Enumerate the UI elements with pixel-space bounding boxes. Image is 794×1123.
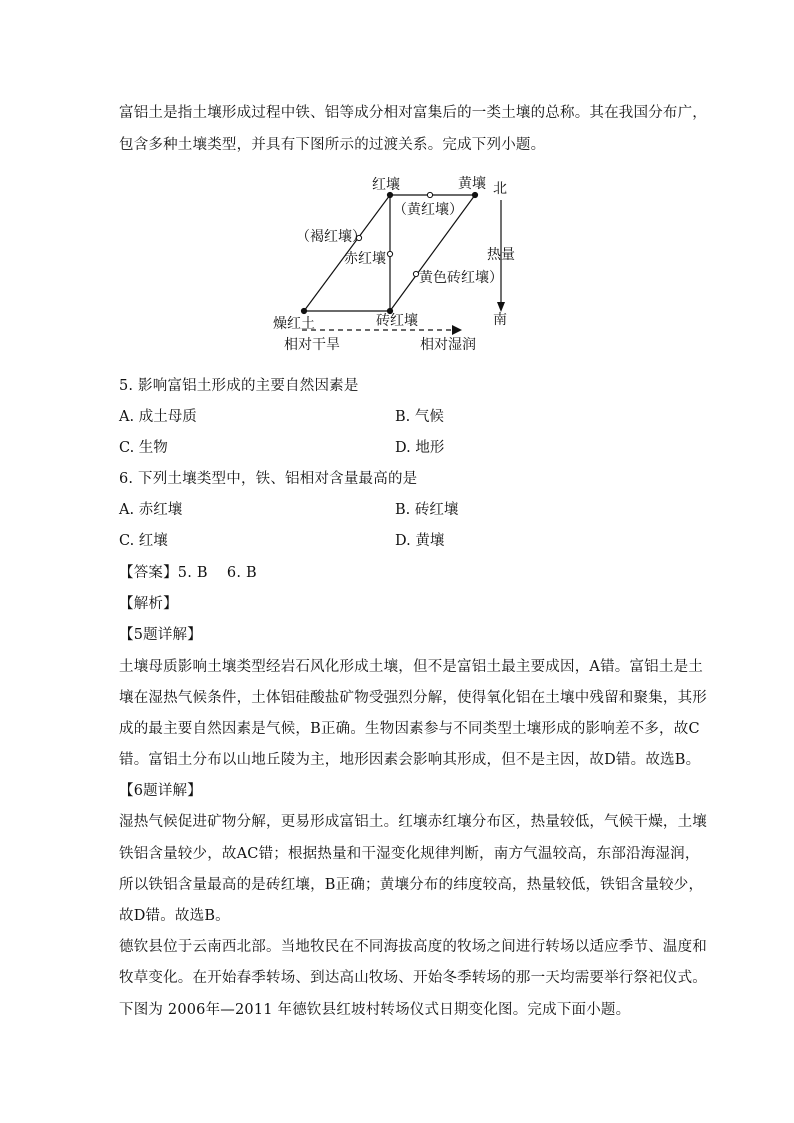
question-6-stem: 6. 下列土壤类型中，铁、铝相对含量最高的是	[119, 471, 418, 487]
label-hehongrang: （褐红壤）	[296, 229, 366, 245]
question-5-option-d: D. 地形	[395, 440, 445, 456]
analysis-heading: 【解析】	[119, 596, 178, 612]
next-passage-line-2: 牧草变化。在开始春季转场、到达高山牧场、开始冬季转场的那一天均需要举行祭祀仪式。	[119, 970, 707, 986]
question-6-option-a: A. 赤红壤	[119, 502, 183, 518]
q6-detail-line-1: 湿热气候促进矿物分解，更易形成富铝土。红壤赤红壤分布区，热量较低，气候干燥，土壤	[119, 814, 707, 830]
soil-transition-diagram	[0, 0, 794, 370]
intro-line-1: 富铝土是指土壤形成过程中铁、铝等成分相对富集后的一类土壤的总称。其在我国分布广，	[119, 105, 707, 121]
label-huanghongrang: （黄红壤）	[393, 202, 463, 218]
label-bei: 北	[493, 181, 507, 197]
label-nan: 南	[493, 312, 507, 328]
label-zaohongtu: 燥红土	[273, 316, 315, 332]
question-5-option-b: B. 气候	[395, 409, 444, 425]
label-hongrang: 红壤	[372, 177, 400, 193]
answer-line: 【答案】5. B 6. B	[119, 565, 257, 581]
label-reliang: 热量	[487, 247, 515, 263]
q6-detail-line-2: 铁铝含量较少，故AC错；根据热量和干湿变化规律判断，南方气温较高，东部沿海湿润，	[119, 846, 700, 862]
label-chihongrang: 赤红壤	[344, 251, 386, 267]
label-zhuanhongrang: 砖红壤	[376, 313, 418, 329]
q5-detail-heading: 【5题详解】	[119, 627, 202, 643]
q6-detail-heading: 【6题详解】	[119, 783, 202, 799]
next-passage-line-3: 下图为 2006年—2011 年德钦县红坡村转场仪式日期变化图。完成下面小题。	[119, 1002, 631, 1018]
question-6-option-b: B. 砖红壤	[395, 502, 459, 518]
q6-detail-line-4: 故D错。故选B。	[119, 908, 230, 924]
q6-detail-line-3: 所以铁铝含量最高的是砖红壤，B正确；黄壤分布的纬度较高，热量较低，铁铝含量较少，	[119, 877, 704, 893]
question-6-option-c: C. 红壤	[119, 533, 168, 549]
question-6-option-d: D. 黄壤	[395, 533, 445, 549]
label-xiangdui-ganhan: 相对干旱	[284, 337, 340, 353]
q5-detail-line-1: 土壤母质影响土壤类型经岩石风化形成土壤，但不是富铝土最主要成因，A错。富铝土是土	[119, 659, 703, 675]
question-5-option-a: A. 成土母质	[119, 409, 197, 425]
q5-detail-line-4: 错。富铝土分布以山地丘陵为主，地形因素会影响其形成，但不是主因，故D错。故选B。	[119, 752, 701, 768]
label-xiangdui-shirun: 相对湿润	[420, 337, 476, 353]
question-5-option-c: C. 生物	[119, 440, 168, 456]
q5-detail-line-3: 成的最主要自然因素是气候，B正确。生物因素参与不同类型土壤形成的影响差不多，故C	[119, 721, 700, 737]
intro-line-2: 包含多种土壤类型，并具有下图所示的过渡关系。完成下列小题。	[119, 137, 546, 153]
next-passage-line-1: 德钦县位于云南西北部。当地牧民在不同海拔高度的牧场之间进行转场以适应季节、温度和	[119, 939, 707, 955]
question-5-stem: 5. 影响富铝土形成的主要自然因素是	[119, 378, 359, 394]
label-huangrang: 黄壤	[458, 176, 486, 192]
q5-detail-line-2: 壤在湿热气候条件，土体铝硅酸盐矿物受强烈分解，使得氧化铝在土壤中残留和聚集，其形	[119, 690, 707, 706]
label-huangse-zhuanhongrang: 黄色砖红壤）	[419, 270, 503, 286]
